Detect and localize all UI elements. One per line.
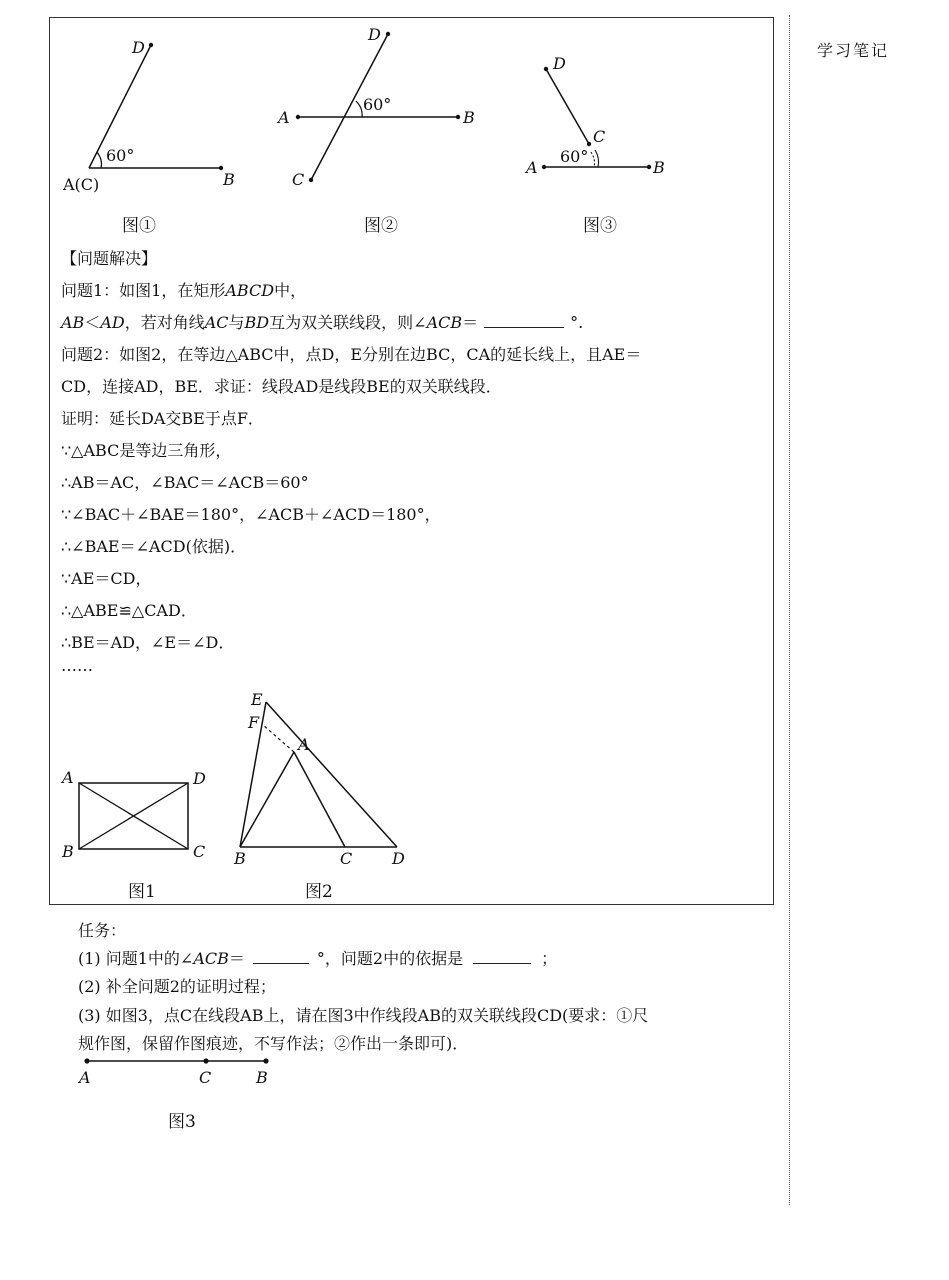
- label-f: F: [248, 713, 260, 732]
- label-e: E: [251, 690, 263, 709]
- task-1: [78, 946, 557, 969]
- proof-line: ∴AB＝AC，∠BAC＝∠ACB＝60°: [61, 473, 309, 492]
- q1-text-c: ，若对角线: [124, 313, 205, 332]
- proof-line: ∴BE＝AD，∠E＝∠D．: [61, 633, 235, 652]
- question-2-line-2: CD，连接AD，BE．求证：线段AD是线段BE的双关联线段．: [61, 377, 502, 396]
- q1-lt: ＜: [84, 313, 101, 332]
- point-a: [84, 1058, 89, 1063]
- proof-line: ∴∠BAE＝∠ACD(依据)．: [61, 537, 247, 556]
- label-a: A: [526, 158, 538, 177]
- angle-arc: [591, 152, 595, 167]
- point-c: [203, 1058, 208, 1063]
- caption-fig1-top: 图①: [122, 216, 156, 236]
- task-2: (2) 补全问题2的证明过程；: [78, 977, 276, 996]
- point-a: [296, 115, 300, 119]
- label-c: C: [199, 1068, 212, 1087]
- top-figures: [0, 0, 949, 240]
- label-b: B: [223, 170, 235, 189]
- label-b: B: [653, 158, 665, 177]
- point-b: [647, 165, 651, 169]
- label-a: A: [79, 1068, 91, 1087]
- q1-var-acb: ACB: [426, 313, 463, 332]
- q1-var-ac: AC: [204, 313, 229, 332]
- answer-blank-angle[interactable]: [253, 949, 309, 964]
- point-b: [456, 115, 460, 119]
- q1-text-e: 互为双关联线段，则∠: [269, 313, 427, 332]
- proof-line: 证明：延长DA交BE于点F．: [61, 409, 264, 428]
- caption-fig3: 图3: [168, 1112, 196, 1132]
- label-c: C: [593, 127, 606, 146]
- section-heading: 【问题解决】: [61, 249, 158, 268]
- figure-2-triangles: [233, 690, 405, 868]
- angle-label: 60°: [560, 147, 589, 166]
- label-c: C: [292, 170, 305, 189]
- label-ac: A(C): [63, 175, 100, 194]
- q1-text-d: 与: [228, 313, 245, 332]
- task-3-line-2: 规作图，保留作图痕迹，不写作法；②作出一条即可)．: [78, 1034, 469, 1053]
- task-1-text-a: (1) 问题1中的∠: [78, 949, 194, 968]
- proof-line: ∵AE＝CD，: [61, 569, 152, 588]
- question-1-line-2: [61, 310, 583, 333]
- proof-line: ∵△ABC是等边三角形，: [61, 441, 232, 460]
- task-1-text-b: °，问题2中的依据是: [316, 949, 464, 968]
- segment-ac: [294, 752, 345, 847]
- q1-var-abcd: ABCD: [225, 281, 275, 300]
- point-b: [263, 1058, 268, 1063]
- notes-label: 学习笔记: [817, 41, 890, 60]
- proof-ellipsis: ……: [61, 656, 93, 675]
- point-a: [542, 165, 546, 169]
- point-c: [309, 178, 313, 182]
- question-2-line-1: 问题2：如图2，在等边△ABC中，点D，E分别在边BC，CA的延长线上，且AE＝: [61, 345, 642, 364]
- label-a: A: [298, 735, 310, 754]
- task-1-eq: ＝: [228, 949, 245, 968]
- label-c: C: [340, 849, 353, 868]
- point-d: [149, 43, 153, 47]
- proof-line: ∴△ABE≌△CAD．: [61, 601, 197, 620]
- label-d: D: [392, 849, 405, 868]
- segment-af-dashed: [263, 725, 294, 752]
- q1-var-ab: AB: [61, 313, 85, 332]
- label-d: D: [132, 38, 145, 57]
- angle-label: 60°: [106, 146, 135, 165]
- answer-blank-basis[interactable]: [473, 949, 531, 964]
- figure-1-rectangle: [60, 768, 206, 861]
- angle-label: 60°: [363, 95, 392, 114]
- label-b: B: [234, 849, 246, 868]
- angle-arc: [97, 152, 102, 168]
- bottom-figures: [0, 680, 760, 880]
- q1-text-b: 中，: [274, 281, 307, 300]
- label-d: D: [553, 54, 566, 73]
- figure-3-top: [524, 54, 665, 177]
- angle-arc-2: [595, 150, 599, 167]
- point-c: [587, 142, 591, 146]
- task-3-line-1: (3) 如图3，点C在线段AB上，请在图3中作线段AB的双关联线段CD(要求：①尺: [78, 1006, 649, 1025]
- segment-cd: [546, 69, 589, 144]
- label-d: D: [193, 769, 206, 788]
- point-d: [386, 32, 390, 36]
- caption-fig3-top: 图③: [583, 216, 617, 236]
- label-b: B: [256, 1068, 268, 1087]
- proof-line: ∵∠BAC＋∠BAE＝180°，∠ACB＋∠ACD＝180°，: [61, 505, 441, 524]
- answer-blank-q1[interactable]: [484, 313, 564, 328]
- question-1-line-1: [61, 278, 306, 301]
- q1-eq: ＝: [462, 313, 479, 332]
- label-d: D: [368, 25, 381, 44]
- figure-2-top: [276, 25, 475, 189]
- caption-fig1-bottom: 图1: [128, 882, 156, 902]
- figure-3-segment[interactable]: [60, 1048, 300, 1098]
- q1-var-bd: BD: [244, 313, 270, 332]
- label-c: C: [193, 842, 206, 861]
- label-b: B: [463, 108, 475, 127]
- caption-fig2-bottom: 图2: [305, 882, 333, 902]
- label-a: A: [62, 768, 74, 787]
- point-d: [544, 67, 548, 71]
- label-b: B: [62, 842, 74, 861]
- q1-text-a: 问题1：如图1，在矩形: [61, 281, 226, 300]
- label-a: A: [278, 108, 290, 127]
- task-1-var-acb: ACB: [193, 949, 229, 968]
- segment-ed: [266, 702, 397, 847]
- task-1-end: ；: [541, 949, 558, 968]
- q1-degree: °.: [570, 313, 584, 332]
- figure-1-top: [62, 38, 235, 194]
- caption-fig2-top: 图②: [364, 216, 398, 236]
- angle-arc: [356, 101, 362, 117]
- q1-var-ad: AD: [100, 313, 125, 332]
- tasks-title: 任务：: [78, 921, 127, 940]
